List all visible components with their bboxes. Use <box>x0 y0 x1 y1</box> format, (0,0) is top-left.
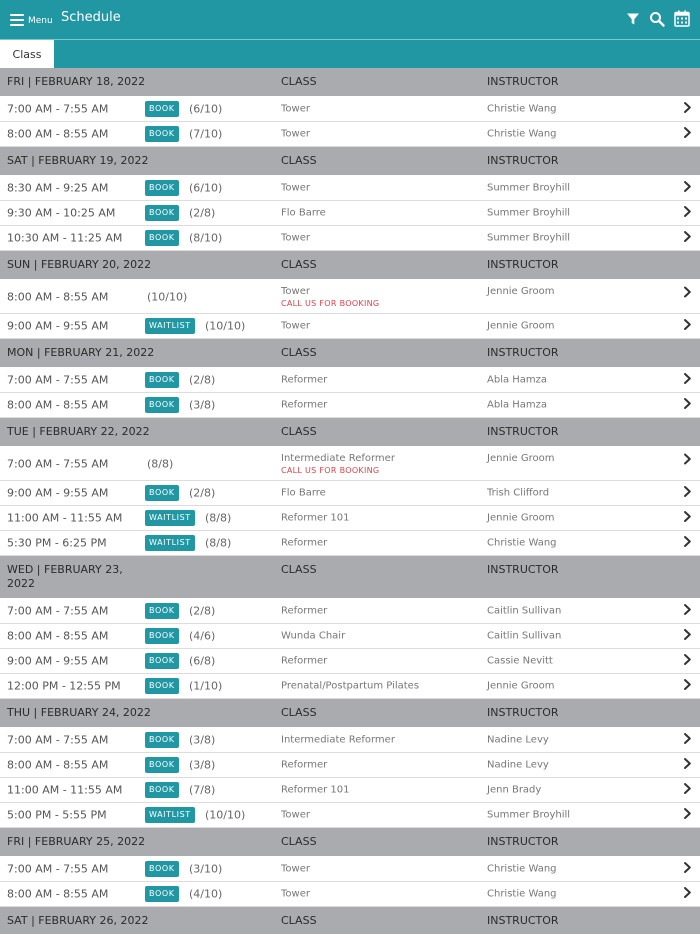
class-column-header: CLASS <box>281 75 317 88</box>
session-capacity: (3/8) <box>189 733 216 747</box>
session-class <box>281 656 327 667</box>
class-name: Tower <box>281 103 310 115</box>
class-column-header: CLASS <box>281 914 317 927</box>
class-column-header: CLASS <box>281 706 317 719</box>
waitlist-button[interactable]: WAITLIST <box>145 535 195 551</box>
session-class <box>281 538 327 549</box>
day-date: FRI | FEBRUARY 18, 2022 <box>7 75 146 88</box>
session-instructor: Caitlin Sullivan <box>487 630 562 642</box>
class-name: Tower <box>281 286 310 297</box>
session-time: 8:30 AM - 9:25 AM <box>7 181 109 195</box>
session-capacity: (6/10) <box>189 102 223 116</box>
session-row[interactable] <box>0 531 700 556</box>
session-row[interactable] <box>0 803 700 828</box>
chevron-right-icon[interactable] <box>683 862 692 877</box>
session-time: 12:00 PM - 12:55 PM <box>7 679 121 693</box>
session-instructor: Abla Hamza <box>487 374 548 386</box>
session-time: 8:00 AM - 8:55 AM <box>7 758 109 772</box>
class-name: Tower <box>281 232 310 244</box>
session-class <box>281 400 327 411</box>
book-button[interactable]: BOOK <box>145 782 179 798</box>
session-capacity: (7/10) <box>189 127 223 141</box>
instructor-column-header: INSTRUCTOR <box>487 425 559 438</box>
class-name: Tower <box>281 182 310 194</box>
tab-bar <box>0 39 700 68</box>
session-time: 9:00 AM - 9:55 AM <box>7 654 109 668</box>
menu-label: Menu <box>28 16 53 26</box>
session-capacity: (3/10) <box>189 862 223 876</box>
waitlist-button[interactable]: WAITLIST <box>145 510 195 526</box>
book-button[interactable]: BOOK <box>145 732 179 748</box>
class-column-header: CLASS <box>281 346 317 359</box>
session-instructor: Nadine Levy <box>487 734 549 746</box>
book-button[interactable]: BOOK <box>145 485 179 501</box>
class-name: Tower <box>281 809 310 821</box>
page-title: Schedule <box>61 10 121 25</box>
session-instructor: Nadine Levy <box>487 759 549 771</box>
class-name: Reformer <box>281 605 328 617</box>
day-date: WED | FEBRUARY 23, 2022 <box>7 563 123 590</box>
session-class <box>281 104 310 115</box>
menu-button[interactable] <box>10 10 53 30</box>
session-row[interactable] <box>0 201 700 226</box>
session-instructor: Christie Wang <box>487 128 557 140</box>
session-instructor: Jennie Groom <box>487 453 555 464</box>
chevron-right-icon[interactable] <box>683 679 692 694</box>
session-capacity: (10/10) <box>205 808 246 822</box>
session-row[interactable] <box>0 728 700 753</box>
session-capacity: (2/8) <box>189 373 216 387</box>
book-button[interactable]: BOOK <box>145 126 179 142</box>
class-name: Reformer <box>281 759 328 771</box>
day-header <box>0 339 700 368</box>
session-time: 7:00 AM - 7:55 AM <box>7 733 109 747</box>
day-header <box>0 147 700 176</box>
class-name: Wunda Chair <box>281 630 346 642</box>
chevron-right-icon[interactable] <box>683 231 692 246</box>
session-class <box>281 513 350 524</box>
session-class <box>281 321 310 332</box>
book-button[interactable]: BOOK <box>145 397 179 413</box>
session-capacity: (4/6) <box>189 629 216 643</box>
book-button[interactable]: BOOK <box>145 678 179 694</box>
session-instructor: Jenn Brady <box>487 784 542 796</box>
class-name: Reformer <box>281 399 328 411</box>
day-date: SAT | FEBRUARY 19, 2022 <box>7 154 149 167</box>
session-class <box>281 488 326 499</box>
book-button[interactable]: BOOK <box>145 653 179 669</box>
chevron-right-icon[interactable] <box>683 604 692 619</box>
instructor-column-header: INSTRUCTOR <box>487 154 559 167</box>
session-class <box>281 606 327 617</box>
session-capacity: (7/8) <box>189 783 216 797</box>
session-instructor: Jennie Groom <box>487 286 555 297</box>
session-time: 7:00 AM - 7:55 AM <box>7 457 109 470</box>
day-date: SAT | FEBRUARY 26, 2022 <box>7 914 149 927</box>
session-instructor: Caitlin Sullivan <box>487 605 562 617</box>
day-header <box>0 556 700 599</box>
book-button[interactable]: BOOK <box>145 180 179 196</box>
waitlist-button[interactable]: WAITLIST <box>145 318 195 334</box>
session-time: 8:00 AM - 8:55 AM <box>7 127 109 141</box>
day-header <box>0 251 700 280</box>
session-class <box>281 785 350 796</box>
session-class <box>281 233 310 244</box>
call-for-booking-note: CALL US FOR BOOKING <box>281 299 380 308</box>
day-header <box>0 68 700 97</box>
day-date: SUN | FEBRUARY 20, 2022 <box>7 258 152 271</box>
session-instructor: Jennie Groom <box>487 680 555 692</box>
session-class <box>281 453 395 475</box>
session-instructor: Summer Broyhill <box>487 207 571 219</box>
session-time: 10:30 AM - 11:25 AM <box>7 231 123 245</box>
chevron-right-icon[interactable] <box>683 536 692 551</box>
tab-class[interactable]: Class <box>0 40 54 68</box>
book-button[interactable]: BOOK <box>145 757 179 773</box>
class-column-header: CLASS <box>281 154 317 167</box>
day-date: FRI | FEBRUARY 25, 2022 <box>7 835 146 848</box>
instructor-column-header: INSTRUCTOR <box>487 706 559 719</box>
session-time: 5:00 PM - 5:55 PM <box>7 808 107 822</box>
session-row[interactable] <box>0 447 700 481</box>
chevron-right-icon[interactable] <box>683 654 692 669</box>
schedule-list <box>0 68 700 934</box>
session-time: 8:00 AM - 8:55 AM <box>7 398 109 412</box>
class-name: Intermediate Reformer <box>281 734 395 746</box>
filter-icon[interactable] <box>626 12 640 26</box>
session-time: 8:00 AM - 8:55 AM <box>7 887 109 901</box>
class-name: Reformer 101 <box>281 784 350 796</box>
session-time: 8:00 AM - 8:55 AM <box>7 629 109 643</box>
session-row[interactable] <box>0 368 700 393</box>
session-row[interactable] <box>0 778 700 803</box>
session-row[interactable] <box>0 599 700 624</box>
session-class <box>281 375 327 386</box>
session-row[interactable] <box>0 97 700 122</box>
session-instructor: Abla Hamza <box>487 399 548 411</box>
chevron-right-icon[interactable] <box>683 887 692 902</box>
class-column-header: CLASS <box>281 425 317 438</box>
class-name: Tower <box>281 320 310 332</box>
instructor-column-header: INSTRUCTOR <box>487 563 559 576</box>
app-header <box>0 0 700 39</box>
class-name: Tower <box>281 863 310 875</box>
hamburger-icon <box>10 14 24 26</box>
session-instructor: Jennie Groom <box>487 320 555 332</box>
chevron-right-icon[interactable] <box>683 206 692 221</box>
session-class <box>281 889 310 900</box>
session-instructor: Summer Broyhill <box>487 182 571 194</box>
chevron-right-icon[interactable] <box>683 127 692 142</box>
instructor-column-header: INSTRUCTOR <box>487 914 559 927</box>
session-capacity: (3/8) <box>189 758 216 772</box>
session-capacity: (2/8) <box>189 604 216 618</box>
session-row[interactable] <box>0 226 700 251</box>
day-header <box>0 907 700 934</box>
session-row[interactable] <box>0 753 700 778</box>
session-time: 11:00 AM - 11:55 AM <box>7 511 123 525</box>
chevron-right-icon[interactable] <box>683 286 692 301</box>
session-instructor: Christie Wang <box>487 537 557 549</box>
book-button[interactable]: BOOK <box>145 205 179 221</box>
session-instructor: Summer Broyhill <box>487 232 571 244</box>
session-instructor: Jennie Groom <box>487 512 555 524</box>
book-button[interactable]: BOOK <box>145 628 179 644</box>
session-class <box>281 129 310 140</box>
session-class <box>281 681 419 692</box>
session-capacity: (2/8) <box>189 206 216 220</box>
session-row[interactable] <box>0 624 700 649</box>
instructor-column-header: INSTRUCTOR <box>487 835 559 848</box>
class-name: Reformer <box>281 655 328 667</box>
day-date: TUE | FEBRUARY 22, 2022 <box>7 425 150 438</box>
session-time: 8:00 AM - 8:55 AM <box>7 290 109 303</box>
class-name: Reformer 101 <box>281 512 350 524</box>
chevron-right-icon[interactable] <box>683 808 692 823</box>
session-class <box>281 760 327 771</box>
chevron-right-icon[interactable] <box>683 181 692 196</box>
chevron-right-icon[interactable] <box>683 398 692 413</box>
session-row[interactable] <box>0 481 700 506</box>
session-time: 7:00 AM - 7:55 AM <box>7 862 109 876</box>
day-date: MON | FEBRUARY 21, 2022 <box>7 346 155 359</box>
session-capacity: (8/8) <box>205 536 232 550</box>
chevron-right-icon[interactable] <box>683 733 692 748</box>
session-capacity: (6/8) <box>189 654 216 668</box>
session-capacity: (8/10) <box>189 231 223 245</box>
session-class <box>281 286 379 308</box>
day-header <box>0 418 700 447</box>
session-row[interactable] <box>0 857 700 882</box>
instructor-column-header: INSTRUCTOR <box>487 75 559 88</box>
header-actions <box>626 10 690 27</box>
session-capacity: (4/10) <box>189 887 223 901</box>
session-row[interactable] <box>0 649 700 674</box>
book-button[interactable]: BOOK <box>145 603 179 619</box>
session-instructor: Christie Wang <box>487 103 557 115</box>
waitlist-button[interactable]: WAITLIST <box>145 807 195 823</box>
chevron-right-icon[interactable] <box>683 102 692 117</box>
session-instructor: Christie Wang <box>487 888 557 900</box>
chevron-right-icon[interactable] <box>683 486 692 501</box>
class-name: Flo Barre <box>281 487 326 499</box>
session-row[interactable] <box>0 176 700 201</box>
session-instructor: Summer Broyhill <box>487 809 571 821</box>
chevron-right-icon[interactable] <box>683 373 692 388</box>
class-name: Reformer <box>281 537 328 549</box>
session-capacity: (1/10) <box>189 679 223 693</box>
chevron-right-icon[interactable] <box>683 511 692 526</box>
class-column-header: CLASS <box>281 258 317 271</box>
session-row[interactable] <box>0 122 700 147</box>
session-time: 9:00 AM - 9:55 AM <box>7 319 109 333</box>
chevron-right-icon[interactable] <box>683 629 692 644</box>
session-capacity: (6/10) <box>189 181 223 195</box>
class-column-header: CLASS <box>281 835 317 848</box>
call-for-booking-note: CALL US FOR BOOKING <box>281 466 380 475</box>
session-capacity: (10/10) <box>205 319 246 333</box>
class-name: Tower <box>281 128 310 140</box>
session-row[interactable] <box>0 882 700 907</box>
session-time: 5:30 PM - 6:25 PM <box>7 536 107 550</box>
class-name: Intermediate Reformer <box>281 453 395 464</box>
class-name: Tower <box>281 888 310 900</box>
session-time: 9:30 AM - 10:25 AM <box>7 206 116 220</box>
class-name: Reformer <box>281 374 328 386</box>
session-capacity: (8/8) <box>147 457 174 470</box>
calendar-icon[interactable] <box>674 10 690 27</box>
session-time: 9:00 AM - 9:55 AM <box>7 486 109 500</box>
chevron-right-icon[interactable] <box>683 319 692 334</box>
day-header <box>0 699 700 728</box>
session-row[interactable] <box>0 280 700 314</box>
chevron-right-icon[interactable] <box>683 453 692 468</box>
session-class <box>281 208 326 219</box>
book-button[interactable]: BOOK <box>145 372 179 388</box>
session-row[interactable] <box>0 314 700 339</box>
day-date: THU | FEBRUARY 24, 2022 <box>7 706 151 719</box>
session-capacity: (8/8) <box>205 511 232 525</box>
session-time: 7:00 AM - 7:55 AM <box>7 604 109 618</box>
session-capacity: (3/8) <box>189 398 216 412</box>
session-class <box>281 735 395 746</box>
session-class <box>281 810 310 821</box>
session-instructor: Cassie Nevitt <box>487 655 553 667</box>
session-class <box>281 631 345 642</box>
class-name: Flo Barre <box>281 207 326 219</box>
session-row[interactable] <box>0 674 700 699</box>
class-name: Prenatal/Postpartum Pilates <box>281 680 420 692</box>
book-button[interactable]: BOOK <box>145 886 179 902</box>
session-row[interactable] <box>0 506 700 531</box>
session-capacity: (2/8) <box>189 486 216 500</box>
session-time: 7:00 AM - 7:55 AM <box>7 373 109 387</box>
chevron-right-icon[interactable] <box>683 758 692 773</box>
session-instructor: Trish Clifford <box>487 487 550 499</box>
search-icon[interactable] <box>649 11 665 27</box>
class-column-header: CLASS <box>281 563 317 576</box>
instructor-column-header: INSTRUCTOR <box>487 346 559 359</box>
session-time: 7:00 AM - 7:55 AM <box>7 102 109 116</box>
book-button[interactable]: BOOK <box>145 861 179 877</box>
book-button[interactable]: BOOK <box>145 230 179 246</box>
session-time: 11:00 AM - 11:55 AM <box>7 783 123 797</box>
instructor-column-header: INSTRUCTOR <box>487 258 559 271</box>
chevron-right-icon[interactable] <box>683 783 692 798</box>
day-header <box>0 828 700 857</box>
book-button[interactable]: BOOK <box>145 101 179 117</box>
session-capacity: (10/10) <box>147 290 188 303</box>
session-instructor: Christie Wang <box>487 863 557 875</box>
session-class <box>281 864 310 875</box>
session-class <box>281 183 310 194</box>
session-row[interactable] <box>0 393 700 418</box>
